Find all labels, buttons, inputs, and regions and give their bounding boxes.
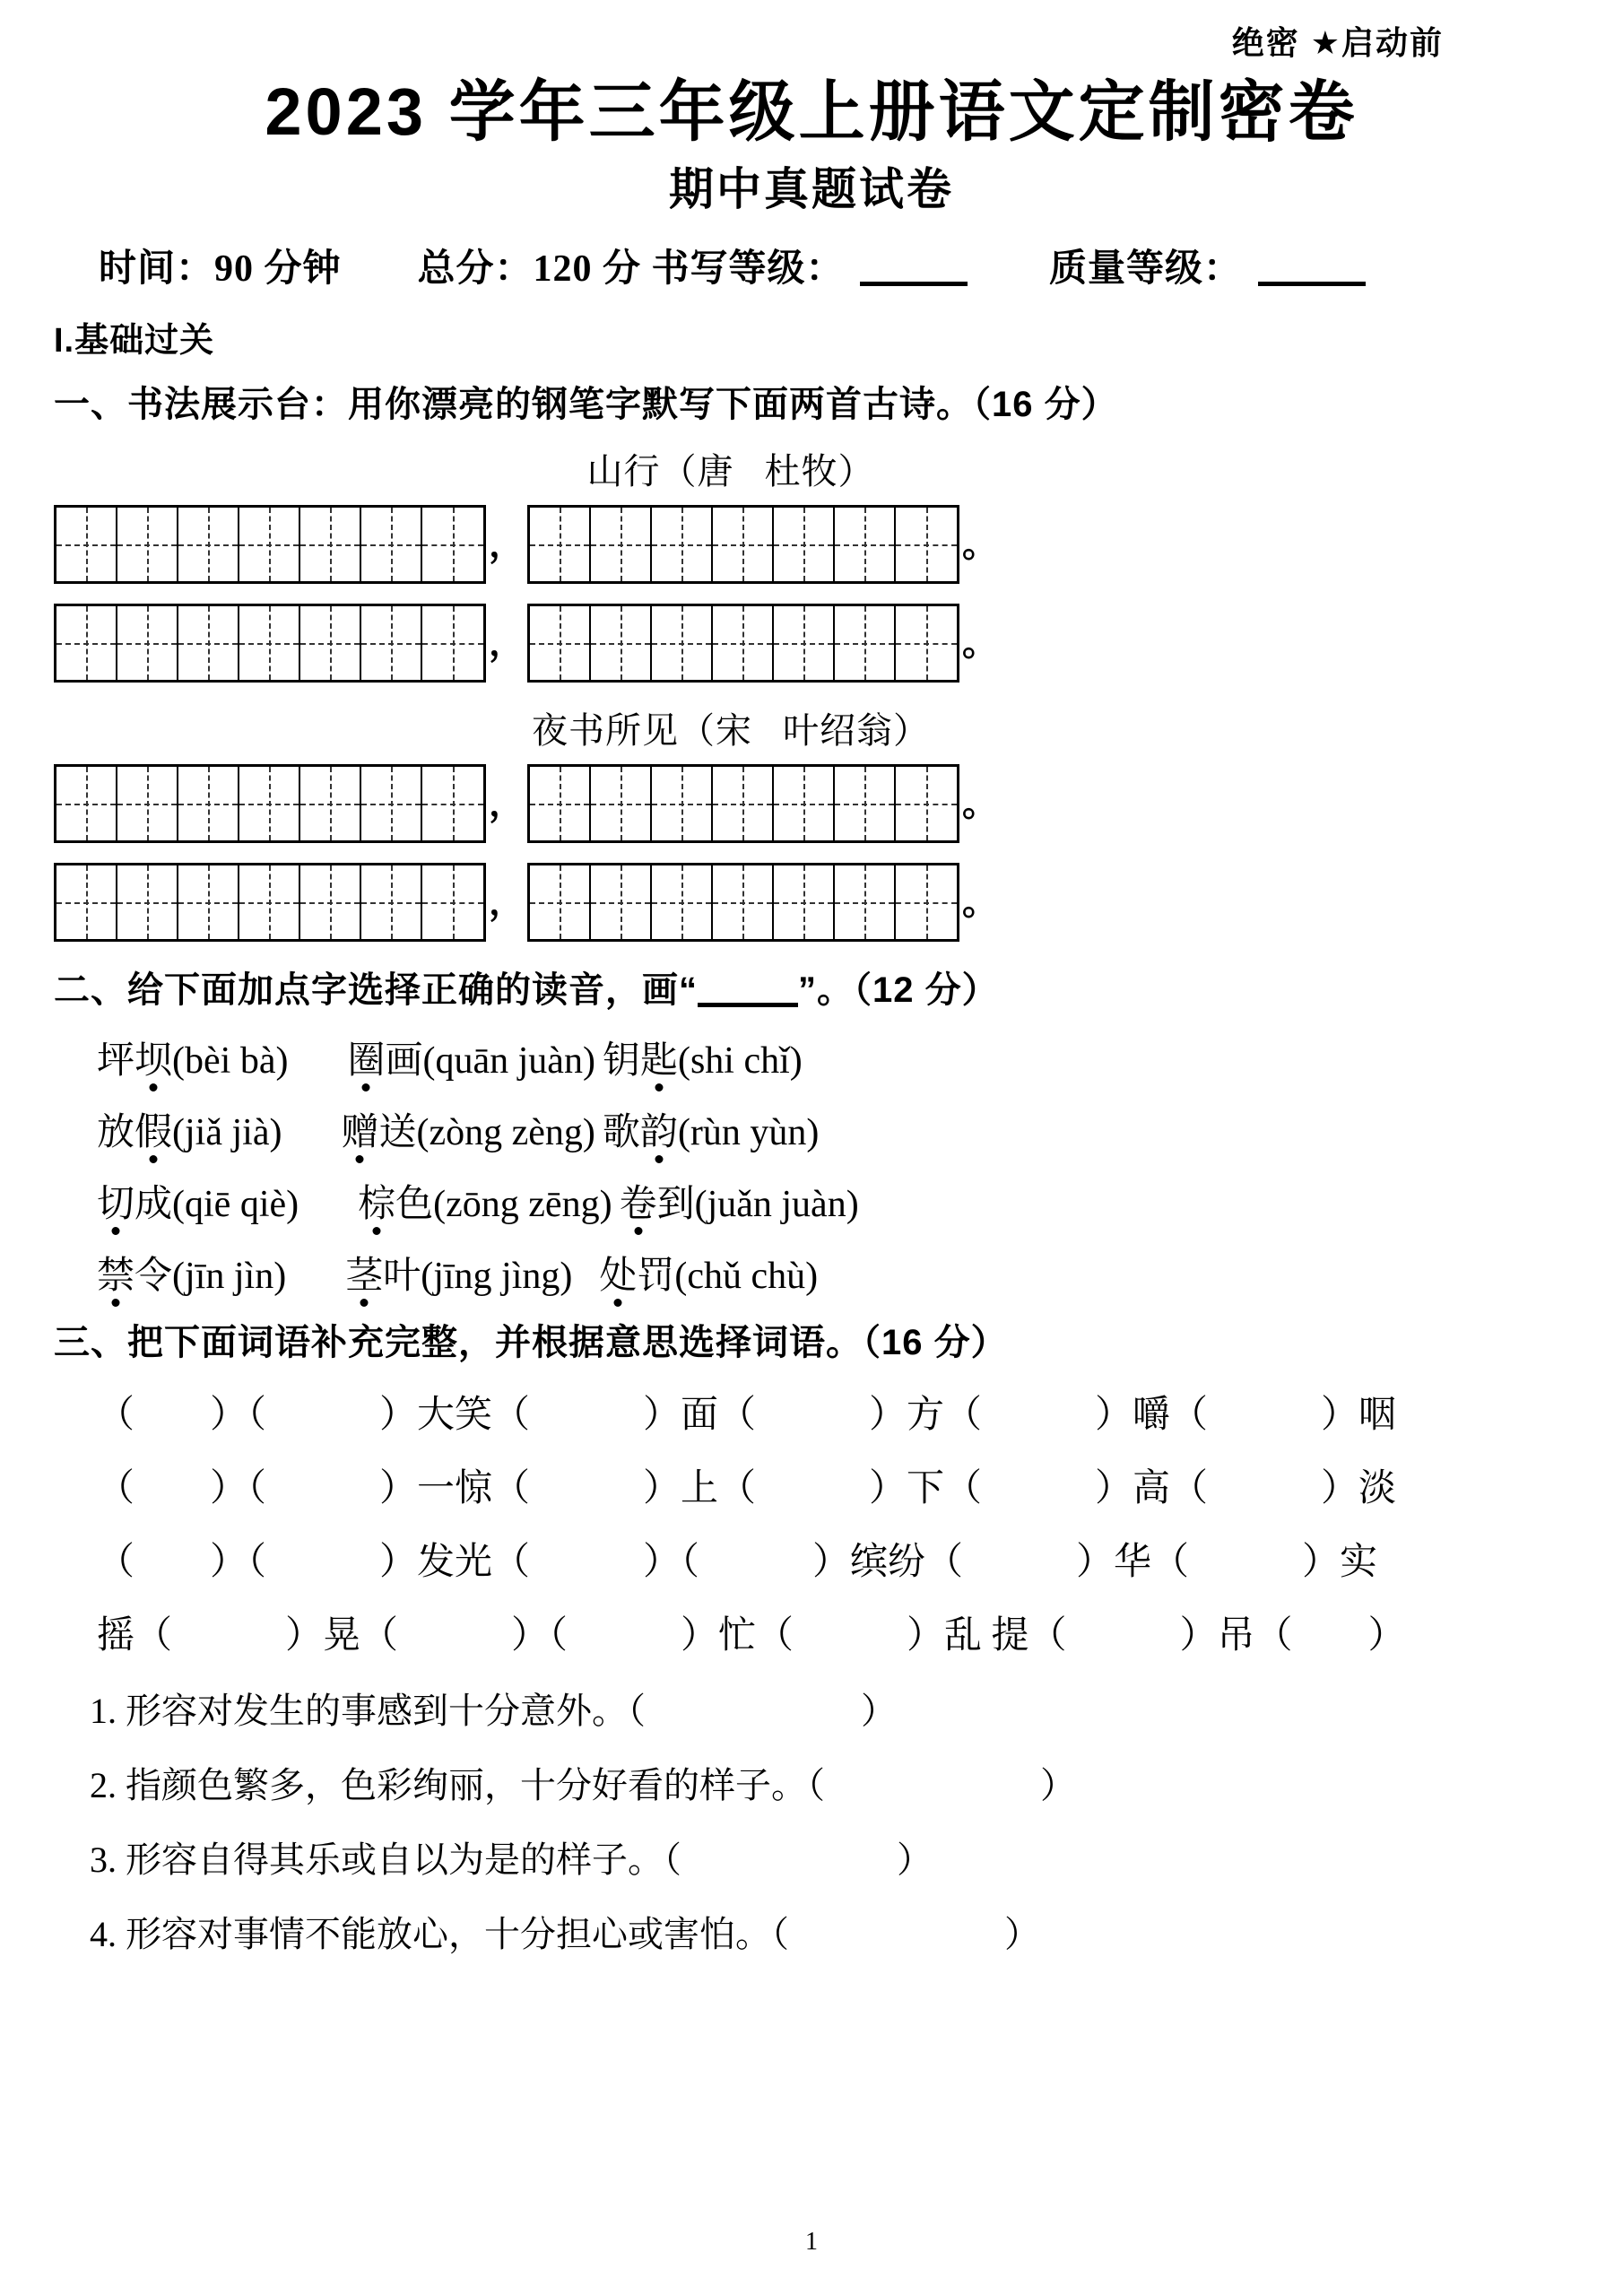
grid-cell[interactable]	[422, 606, 483, 680]
char-dotted: 匙	[640, 1031, 678, 1084]
line-punctuation: 。	[962, 882, 998, 923]
grid-cell[interactable]	[361, 508, 422, 581]
grid-cell[interactable]	[896, 606, 957, 680]
grid-cell[interactable]	[530, 508, 591, 581]
pinyin-item[interactable]	[347, 1031, 595, 1084]
writing-grid-right[interactable]	[527, 505, 959, 584]
char-dotted: 禁	[97, 1246, 135, 1300]
pinyin-item[interactable]	[599, 1246, 818, 1300]
q2-underline-sample	[698, 1003, 798, 1007]
grid-cell[interactable]	[178, 865, 239, 939]
writing-grid-right[interactable]	[527, 604, 959, 683]
grid-cell[interactable]	[300, 606, 361, 680]
char-plain: 成	[135, 1184, 173, 1226]
definition-row[interactable]: 3. 形容自得其乐或自以为是的样子。（ ）	[90, 1839, 933, 1881]
writing-grid-left[interactable]	[54, 863, 486, 942]
grid-cell[interactable]	[774, 865, 835, 939]
grid-cell[interactable]	[713, 865, 774, 939]
reading-options[interactable]: (bèi bà)	[172, 1040, 289, 1083]
reading-options[interactable]: (juǎn juàn)	[694, 1184, 859, 1226]
grid-cell[interactable]	[774, 767, 835, 840]
line-punctuation: ，	[489, 524, 525, 565]
reading-options[interactable]: (jiǎ jià)	[172, 1112, 282, 1154]
page-title: 2023 学年三年级上册语文定制密卷	[265, 74, 1358, 149]
poem-title-2	[54, 702, 1569, 753]
char-plain: 送	[378, 1112, 417, 1154]
grid-cell[interactable]	[774, 606, 835, 680]
grid-cell[interactable]	[300, 865, 361, 939]
grid-cell[interactable]	[835, 767, 896, 840]
idiom-row[interactable]: （ ）（ ）一惊（ ）上（ ）下（ ）高（ ）淡	[97, 1468, 1397, 1510]
char-dotted: 假	[135, 1102, 172, 1156]
char-plain: 坪	[97, 1040, 135, 1083]
reading-options[interactable]: (quān juàn)	[422, 1040, 595, 1083]
reading-options[interactable]: (qiē qiè)	[172, 1184, 299, 1226]
char-dotted: 赠	[341, 1102, 378, 1156]
char-plain: 画	[385, 1040, 423, 1083]
grid-cell[interactable]	[56, 508, 117, 581]
quality-grade-blank[interactable]	[1258, 282, 1366, 286]
writing-grid-left[interactable]	[54, 604, 486, 683]
line-punctuation: 。	[962, 783, 998, 824]
pinyin-row	[54, 1174, 1569, 1228]
grid-cell[interactable]	[530, 767, 591, 840]
total-score-label: 总分：120 分	[417, 248, 642, 291]
poem-2-line-1	[54, 764, 1569, 843]
poem-1-line-2	[54, 604, 1569, 683]
grid-cell[interactable]	[239, 767, 300, 840]
grid-cell[interactable]	[774, 508, 835, 581]
pinyin-item[interactable]	[97, 1102, 282, 1156]
poem-1-name: 山行	[586, 451, 661, 492]
poem-2-author-open: （宋	[679, 710, 752, 752]
writing-grid-right[interactable]	[527, 863, 959, 942]
grid-cell[interactable]	[56, 767, 117, 840]
line-punctuation: ，	[489, 622, 525, 664]
grid-cell[interactable]	[422, 508, 483, 581]
pinyin-item[interactable]	[341, 1102, 595, 1156]
char-plain: 放	[97, 1112, 135, 1154]
grid-cell[interactable]	[178, 606, 239, 680]
question-three-heading: 三、把下面词语补充完整，并根据意思选择词语。（16 分）	[54, 1323, 1008, 1363]
grid-cell[interactable]	[713, 508, 774, 581]
char-plain: 令	[135, 1256, 173, 1298]
reading-options[interactable]: (zōng zēng)	[433, 1184, 612, 1226]
pinyin-row	[54, 1102, 1569, 1156]
pinyin-item[interactable]	[620, 1174, 859, 1228]
grid-cell[interactable]	[239, 508, 300, 581]
pinyin-item[interactable]	[603, 1031, 803, 1084]
definition-row[interactable]: 4. 形容对事情不能放心，十分担心或害怕。（ ）	[90, 1914, 1040, 1955]
poem-1-author-open: （唐	[660, 451, 734, 492]
question-two-heading	[54, 961, 1569, 1013]
line-punctuation: ，	[489, 783, 525, 824]
q2-heading-after: ”。（12 分）	[798, 970, 999, 1011]
idiom-row[interactable]: 摇（ ）晃（ ）（ ）忙（ ）乱 提（ ）吊（ ）	[97, 1615, 1406, 1657]
page-number: 1	[805, 2228, 818, 2256]
grid-cell[interactable]	[422, 767, 483, 840]
line-punctuation: 。	[962, 622, 998, 664]
grid-cell[interactable]	[530, 865, 591, 939]
reading-options[interactable]: (chǔ chù)	[674, 1256, 819, 1298]
grid-cell[interactable]	[361, 606, 422, 680]
char-plain: 叶	[383, 1256, 421, 1298]
line-punctuation: 。	[962, 524, 998, 565]
grid-cell[interactable]	[422, 865, 483, 939]
char-dotted: 切	[97, 1174, 135, 1228]
definition-row[interactable]: 1. 形容对发生的事感到十分意外。（ ）	[90, 1691, 897, 1732]
grid-cell[interactable]	[239, 865, 300, 939]
poem-1-line-1	[54, 505, 1569, 584]
grid-cell[interactable]	[591, 606, 652, 680]
grid-cell[interactable]	[361, 767, 422, 840]
char-dotted: 处	[599, 1246, 637, 1300]
grid-cell[interactable]	[530, 606, 591, 680]
pinyin-item[interactable]	[97, 1031, 288, 1084]
grid-cell[interactable]	[652, 606, 713, 680]
grid-cell[interactable]	[835, 606, 896, 680]
idiom-row[interactable]: （ ）（ ）大笑（ ）面（ ）方（ ）嚼（ ）咽	[97, 1395, 1397, 1437]
page-subtitle: 期中真题试卷	[669, 163, 954, 214]
grid-cell[interactable]	[56, 606, 117, 680]
grid-cell[interactable]	[652, 865, 713, 939]
grid-cell[interactable]	[178, 508, 239, 581]
writing-grid-right[interactable]	[527, 764, 959, 843]
grid-cell[interactable]	[117, 508, 178, 581]
pinyin-row	[54, 1246, 1569, 1300]
char-plain: 歌	[602, 1112, 640, 1154]
pinyin-item[interactable]	[97, 1174, 299, 1228]
char-dotted: 卷	[620, 1174, 657, 1228]
reading-options[interactable]: (shi chǐ)	[677, 1040, 803, 1083]
grid-cell[interactable]	[835, 865, 896, 939]
pinyin-item[interactable]	[345, 1246, 572, 1300]
part-one-label: I.基础过关	[54, 322, 215, 361]
writing-grid-left[interactable]	[54, 505, 486, 584]
char-plain: 罚	[637, 1256, 675, 1298]
writing-grade-label: 书写等级：	[651, 248, 845, 291]
grid-cell[interactable]	[652, 508, 713, 581]
poem-title-1	[54, 443, 1569, 494]
grid-cell[interactable]	[591, 865, 652, 939]
poem-2-author: 叶绍翁）	[783, 710, 930, 752]
pinyin-row	[54, 1031, 1569, 1084]
char-dotted: 棕	[358, 1174, 395, 1228]
grid-cell[interactable]	[117, 606, 178, 680]
exam-meta	[54, 239, 1569, 292]
char-dotted: 韵	[640, 1102, 678, 1156]
q2-heading-before: 二、给下面加点字选择正确的读音，画“	[54, 970, 698, 1011]
poem-2-name: 夜书所见	[532, 710, 679, 752]
definition-row[interactable]: 2. 指颜色繁多，色彩绚丽，十分好看的样子。（ ）	[90, 1765, 1076, 1806]
grid-cell[interactable]	[591, 767, 652, 840]
grid-cell[interactable]	[300, 508, 361, 581]
grid-cell[interactable]	[56, 865, 117, 939]
char-dotted: 茎	[345, 1246, 383, 1300]
grid-cell[interactable]	[896, 508, 957, 581]
char-dotted: 圈	[347, 1031, 385, 1084]
grid-cell[interactable]	[591, 508, 652, 581]
reading-options[interactable]: (rùn yùn)	[677, 1112, 820, 1154]
writing-grade-blank[interactable]	[860, 282, 968, 286]
grid-cell[interactable]	[896, 865, 957, 939]
char-plain: 钥	[602, 1040, 640, 1083]
reading-options[interactable]: (zòng zèng)	[416, 1112, 595, 1154]
grid-cell[interactable]	[713, 606, 774, 680]
grid-cell[interactable]	[117, 865, 178, 939]
pinyin-item[interactable]	[358, 1174, 612, 1228]
reading-options[interactable]: (jīng jìng)	[421, 1256, 573, 1298]
question-one-heading: 一、书法展示台：用你漂亮的钢笔字默写下面两首古诗。（16 分）	[54, 385, 1118, 425]
line-punctuation: ，	[489, 882, 525, 923]
grid-cell[interactable]	[239, 606, 300, 680]
pinyin-item[interactable]	[603, 1102, 820, 1156]
poem-2-line-2	[54, 863, 1569, 942]
grid-cell[interactable]	[300, 767, 361, 840]
quality-grade-label: 质量等级：	[1049, 248, 1243, 291]
grid-cell[interactable]	[117, 767, 178, 840]
idiom-row[interactable]: （ ）（ ）发光（ ）（ ）缤纷（ ）华（ ）实	[97, 1542, 1378, 1584]
grid-cell[interactable]	[835, 508, 896, 581]
poem-1-author: 杜牧）	[764, 451, 875, 492]
grid-cell[interactable]	[652, 767, 713, 840]
grid-cell[interactable]	[361, 865, 422, 939]
writing-grid-left[interactable]	[54, 764, 486, 843]
grid-cell[interactable]	[178, 767, 239, 840]
grid-cell[interactable]	[713, 767, 774, 840]
char-dotted: 坝	[135, 1031, 172, 1084]
time-label: 时间：90 分钟	[99, 248, 342, 291]
char-plain: 色	[395, 1184, 434, 1226]
secret-label: 绝密 ★启动前	[1231, 24, 1444, 61]
pinyin-item[interactable]	[97, 1246, 286, 1300]
reading-options[interactable]: (jīn jìn)	[172, 1256, 287, 1298]
grid-cell[interactable]	[896, 767, 957, 840]
char-plain: 到	[656, 1184, 695, 1226]
